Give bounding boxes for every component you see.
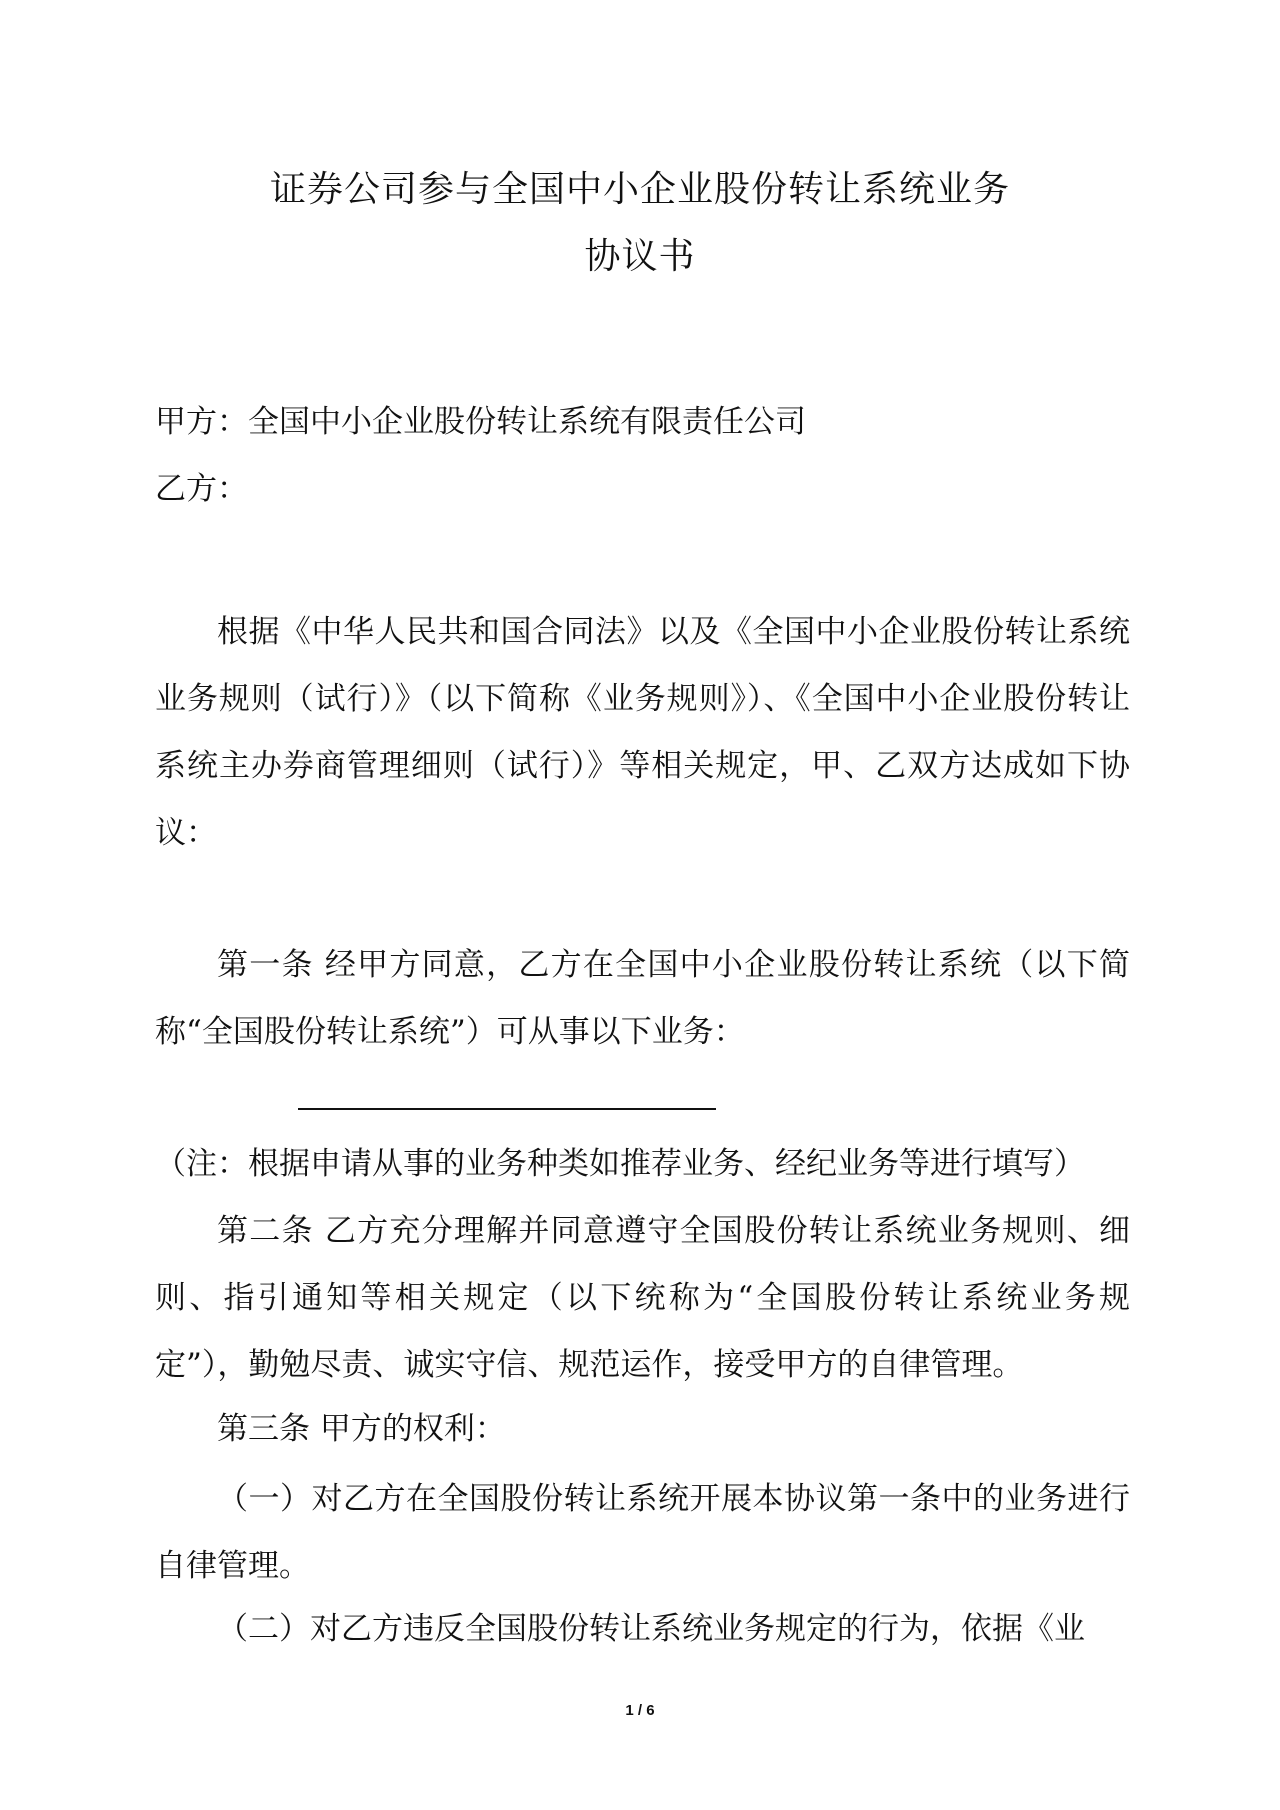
document-title-line-2: 协议书: [584, 236, 696, 277]
article-3-heading: 第三条 甲方的权利：: [217, 1411, 506, 1447]
fill-in-blank-line: [298, 1108, 716, 1110]
party-b-line: 乙方：: [155, 471, 248, 507]
article-3-item-1: （一）对乙方在全国股份转让系统开展本协议第一条中的业务进行自律管理。: [155, 1481, 1130, 1584]
party-a-line: 甲方：全国中小企业股份转让系统有限责任公司: [155, 404, 806, 440]
article-1-paragraph: 第一条 经甲方同意，乙方在全国中小企业股份转让系统（以下简称“全国股份转让系统”）可从事以下业务：: [155, 947, 1130, 1050]
article-2-paragraph: 第二条 乙方充分理解并同意遵守全国股份转让系统业务规则、细则、指引通知等相关规定（以下统称为“全国股份转让系统业务规定”），勤勉尽责、诚实守信、规范运作，接受甲方的自律管理。: [155, 1213, 1130, 1383]
page-number: 1 / 6: [625, 1702, 655, 1719]
document-title-line-1: 证券公司参与全国中小企业股份转让系统业务: [269, 169, 1010, 210]
note-line: （注：根据申请从事的业务种类如推荐业务、经纪业务等进行填写）: [155, 1146, 1085, 1182]
preamble-paragraph: 根据《中华人民共和国合同法》以及《全国中小企业股份转让系统业务规则（试行）》（以下简称《业务规则》）、《全国中小企业股份转让系统主办券商管理细则（试行）》等相关规定，甲、乙双方达成如下协议：: [155, 614, 1130, 851]
article-3-item-2: （二）对乙方违反全国股份转让系统业务规定的行为，依据《业: [217, 1611, 1085, 1647]
